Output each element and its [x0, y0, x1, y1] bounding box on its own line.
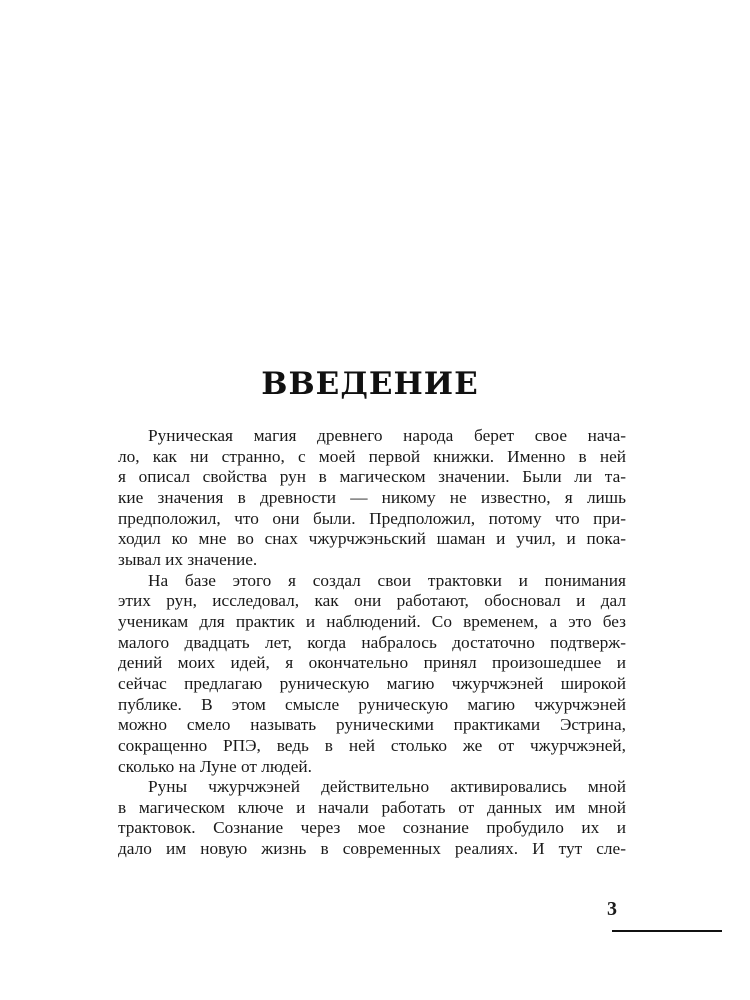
text-line: кие значения в древности — никому не известно, я лишь [118, 487, 626, 507]
footer-rule [612, 930, 722, 932]
text-line: ученикам для практик и наблюдений. Со временем, а это без [118, 611, 626, 631]
text-line: я описал свойства рун в магическом значении. Были ли та- [118, 467, 626, 487]
text-line: можно смело называть руническими практиками Эстрина, [118, 715, 626, 735]
chapter-heading: ВВЕДЕНИЕ [261, 366, 479, 402]
text-line: ходил ко мне во снах чжурчжэньский шаман и учил, и пока- [118, 529, 626, 549]
text-line: сейчас предлагаю руническую магию чжурчжэней широкой [118, 673, 626, 693]
text-line: На базе этого я создал свои трактовки и понимания [148, 570, 626, 590]
text-line: сколько на Луне от людей. [118, 756, 312, 776]
text-line: малого двадцать лет, когда набралось достаточно подтверж- [118, 632, 626, 652]
text-line: предположил, что они были. Предположил, потому что при- [118, 508, 626, 528]
paragraph [118, 571, 626, 778]
text-line: сокращенно РПЭ, ведь в ней столько же от чжурчжэней, [118, 735, 626, 755]
text-line: трактовок. Сознание через мое сознание пробудило их и [118, 818, 626, 838]
paragraph [118, 426, 626, 571]
page-number: 3 [607, 898, 617, 920]
text-line: зывал их значение. [118, 549, 258, 569]
text-line: в магическом ключе и начали работать от данных им мной [118, 797, 626, 817]
text-line: публике. В этом смысле руническую магию чжурчжэней [118, 694, 626, 714]
body-text [118, 426, 626, 860]
text-line: Руническая магия древнего народа берет свое нача- [148, 426, 626, 445]
text-line: ло, как ни странно, с моей первой книжки. Именно в ней [118, 446, 626, 466]
text-line: Руны чжурчжэней действительно активировались мной [148, 777, 626, 797]
paragraph [118, 777, 626, 860]
text-line: дало им новую жизнь в современных реалиях. И тут сле- [118, 839, 626, 859]
text-line: этих рун, исследовал, как они работают, обосновал и дал [118, 591, 626, 611]
text-line: дений моих идей, я окончательно принял произошедшее и [118, 653, 626, 673]
